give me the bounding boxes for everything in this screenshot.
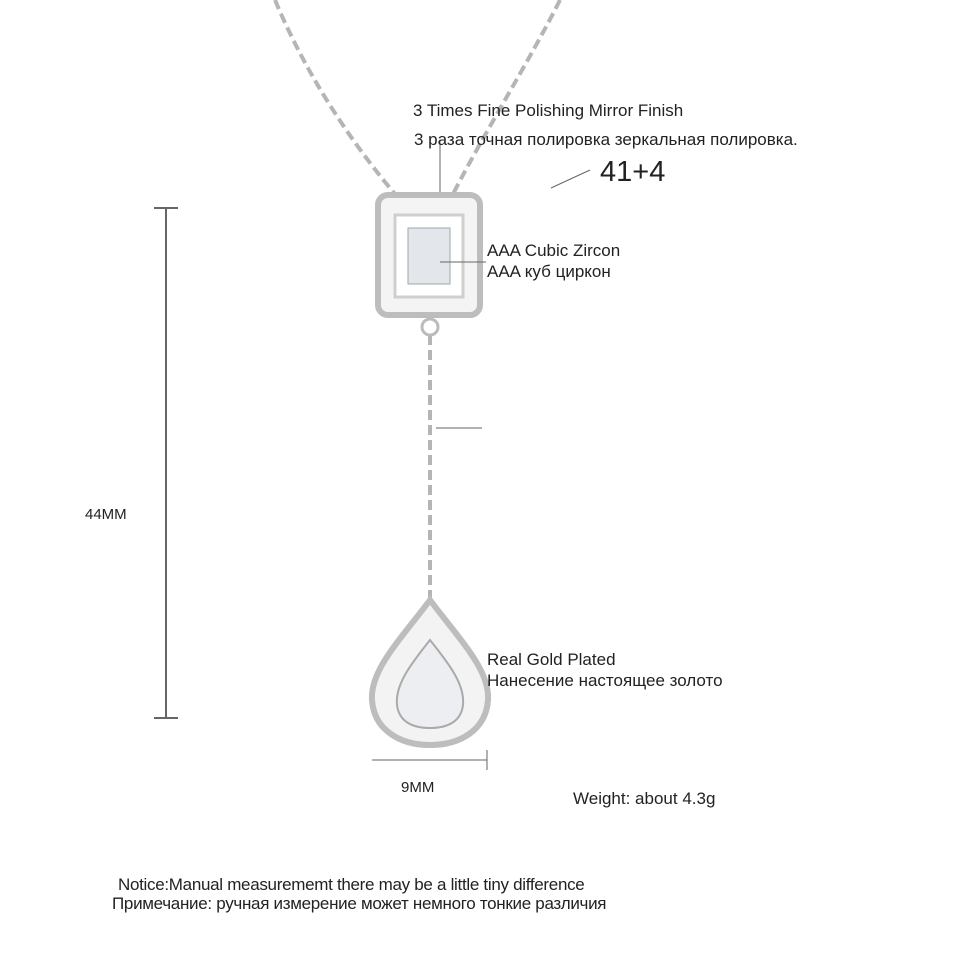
stone-label-ru: AAA куб циркон	[487, 262, 611, 281]
plating-label-ru: Нанесение настоящее золото	[487, 671, 723, 690]
notice-ru: Примечание: ручная измерение может немного тонкие различия	[112, 894, 607, 913]
polish-label-ru: 3 раза точная полировка зеркальная полировка.	[414, 130, 798, 149]
stone-label-en: AAA Cubic Zircon	[487, 241, 621, 260]
chain-length-label: 41+4	[600, 156, 666, 188]
weight-label: Weight: about 4.3g	[573, 789, 716, 808]
polish-label-en: 3 Times Fine Polishing Mirror Finish	[413, 101, 684, 120]
plating-label-en: Real Gold Plated	[487, 650, 616, 669]
notice-en: Notice:Manual measurememt there may be a little tiny difference	[118, 875, 585, 894]
height-measure-label: 44MM	[85, 506, 127, 523]
width-measure-label: 9MM	[401, 779, 435, 796]
